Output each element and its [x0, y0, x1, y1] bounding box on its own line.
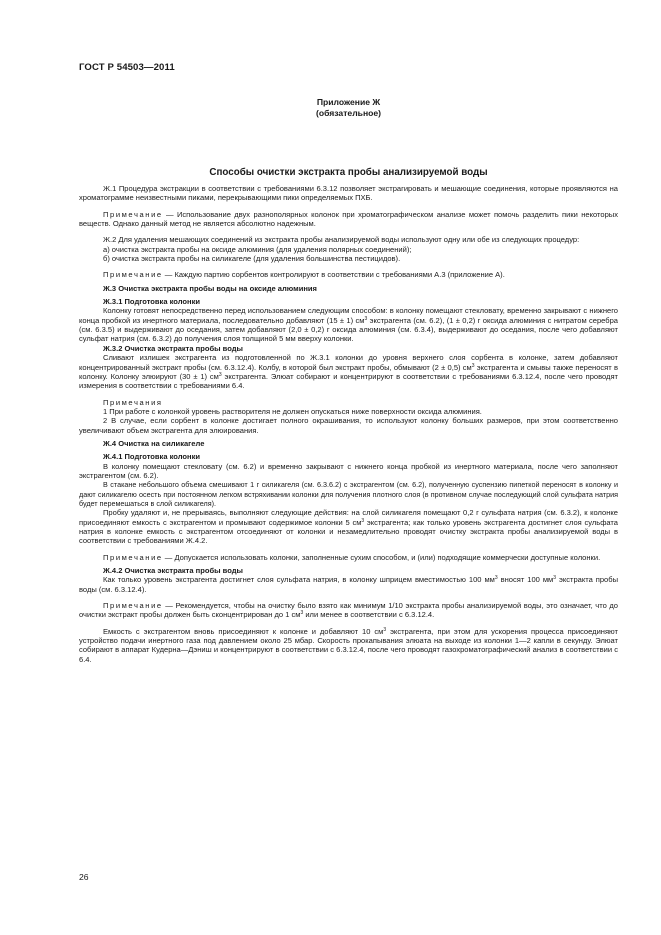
note-2: Примечание — Каждую партию сорбентов контролируют в соответствии с требованиями А.3 (приложение А). [103, 270, 505, 280]
list-item-a: а) очистка экстракта пробы на оксиде алюминия (для удаления полярных соединений); [103, 244, 412, 254]
section-heading-j32: Ж.3.2 Очистка экстракта пробы воды [103, 343, 243, 353]
section-heading-j3: Ж.3 Очистка экстракта пробы воды на оксиде алюминия [103, 283, 317, 293]
note-1: Примечание — Использование двух разнополярных колонок при хроматографическом анализе может помочь разделить пики некоторых веществ. Однако данный метод не является абсолютно надежным. [79, 209, 618, 229]
standard-header: ГОСТ Р 54503—2011 [79, 62, 175, 73]
document-body [79, 184, 618, 664]
paragraph-j31: Колонку готовят непосредственно перед использованием следующим способом: в колонку помещают стекловату, временно закрывают с нижнего конца пробкой из инертного материала, последовательно добавляют (15 ± 1) $см^3$ экстрагента (см. 6.2), (1 ± 0,2) г оксида алюминия с нитратом серебра (см. 6.3.5) и выдерживают до оседания, затем добавляют (2,0 ± 0,2) г оксида алюминия (см. 6.3.4), выдерживают до оседания, после чего добавляют сульфат натрия (см. 6.3.2) до получения слоя толщиной 5 мм вверху колонки. [79, 306, 618, 344]
section-heading-j42: Ж.4.2 Очистка экстракта пробы воды [103, 566, 243, 576]
annex-status: (обязательное) [315, 108, 382, 118]
paragraph-j1: Ж.1 Процедура экстракции в соответствии с требованиями 6.3.12 позволяет экстрагировать и мешающие соединения, которые проявляются на хроматограмме неизвестными пиками, перекрывающими пики определяемых ПХБ. [79, 184, 618, 203]
page-number: 26 [79, 872, 89, 882]
note-4: Примечание — Допускается использовать колонки, заполненные сухим способом, и (или) подходящие коммерчески доступные колонки. [103, 552, 601, 562]
page-title: Способы очистки экстракта пробы анализируемой воды [209, 167, 488, 178]
paragraph-j42-final: Емкость с экстрагентом вновь присоединяют к колонке и добавляют 10 $см^3$ экстрагента, при этом для ускорения процесса присоединяют устройство подачи инертного газа под давлением около 25 мбар. Скорость прокапывания элюата на выходе из колонки 1—2 капли в секунду. Элюат собирают в аппарат Кудерна—Дэниш и концентрируют в соответствии с 6.3.12.4, после чего проводят газохроматографический анализ в соответствии с 6.4. [79, 626, 618, 664]
notes-label: Примечания [103, 397, 163, 407]
section-heading-j41: Ж.4.1 Подготовка колонки [103, 452, 200, 462]
note-3-item-1: 1 При работе с колонкой уровень растворителя не должен опускаться ниже поверхности оксида алюминия. [103, 406, 482, 416]
note-label: Примечание [103, 552, 163, 562]
list-item-b: б) очистка экстракта пробы на силикагеле (для удаления большинства пестицидов). [103, 254, 401, 264]
paragraph-j41-3: Пробку удаляют и, не прерываясь, выполняют следующие действия: на слой силикагеля помещают 0,2 г сульфата натрия (см. 6.3.2), к колонке присоединяют емкость с экстрагентом и промывают содержимое колонки 5 $см^3$ экстрагента; как только уровень экстрагента достигнет слоя сульфата натрия в колонке емкость с экстрагентом отсоединяют от колонки и незамедлительно проводят очистку экстракта пробы анализируемой воды в соответствии с требованиями Ж.4.2. [79, 508, 618, 546]
paragraph-j32: Сливают излишек экстрагента из подготовленной по Ж.3.1 колонки до уровня верхнего слоя сорбента в колонке, затем добавляют концентрированный экстракт пробы (см. 6.3.12.4). Колбу, в которой был экстракт пробы, обмывают (2 ± 0,5) $см^3$ экстрагента и смывы также переносят в колонку. Колонку элюируют (30 ± 1) $см^3$ экстрагента. Элюат собирают и концентрируют в соответствии с требованиями 6.3.12.4, после чего проводят измерения в соответствии с требованиями 6.4. [79, 353, 618, 391]
section-heading-j4: Ж.4 Очистка на силикагеле [103, 438, 205, 448]
paragraph-j42: Как только уровень экстрагента достигнет слоя сульфата натрия, в колонку шприцем вместимостью 100 $мм^3$ вносят 100 $мм^3$ экстракта пробы воды (см. 6.3.12.4). [79, 575, 618, 594]
annex-name: Приложение Ж [316, 97, 381, 107]
paragraph-j2: Ж.2 Для удаления мешающих соединений из экстракта пробы анализируемой воды используют одну или обе из следующих процедур: [103, 235, 580, 245]
note-label: Примечание [103, 270, 163, 280]
note-label: Примечание [103, 601, 163, 611]
note-label: Примечание [103, 209, 163, 219]
paragraph-j41-1: В колонку помещают стекловату (см. 6.2) и временно закрывают с нижнего конца пробкой из инертного материала, после чего заполняют экстрагентом (см. 6.2). [79, 461, 618, 480]
paragraph-j41-2: В стакане небольшого объема смешивают 1 г силикагеля (см. 6.3.6.2) с экстрагентом (см. 6.2), полученную суспензию пипеткой переносят в колонку и дают силикагелю осесть при постоянном легком встряхивании колонки для получения плотного слоя (в противном случае последующий слой сульфата натрия будет перемешаться в слой силикагеля). [79, 480, 618, 508]
note-5: Примечание — Рекомендуется, чтобы на очистку было взято как минимум 1/10 экстракта пробы анализируемой воды, это означает, что до очистки экстракт пробы должен быть сконцентрирован до 1 $см^3$ или менее в соответствии с 6.3.12.4. [79, 601, 618, 620]
section-heading-j31: Ж.3.1 Подготовка колонки [103, 297, 200, 307]
note-3-item-2: 2 В случае, если сорбент в колонке достигает полного окрашивания, то используют колонку больших размеров, при этом соответственно увеличивают объем экстрагента для элюирования. [79, 416, 618, 435]
